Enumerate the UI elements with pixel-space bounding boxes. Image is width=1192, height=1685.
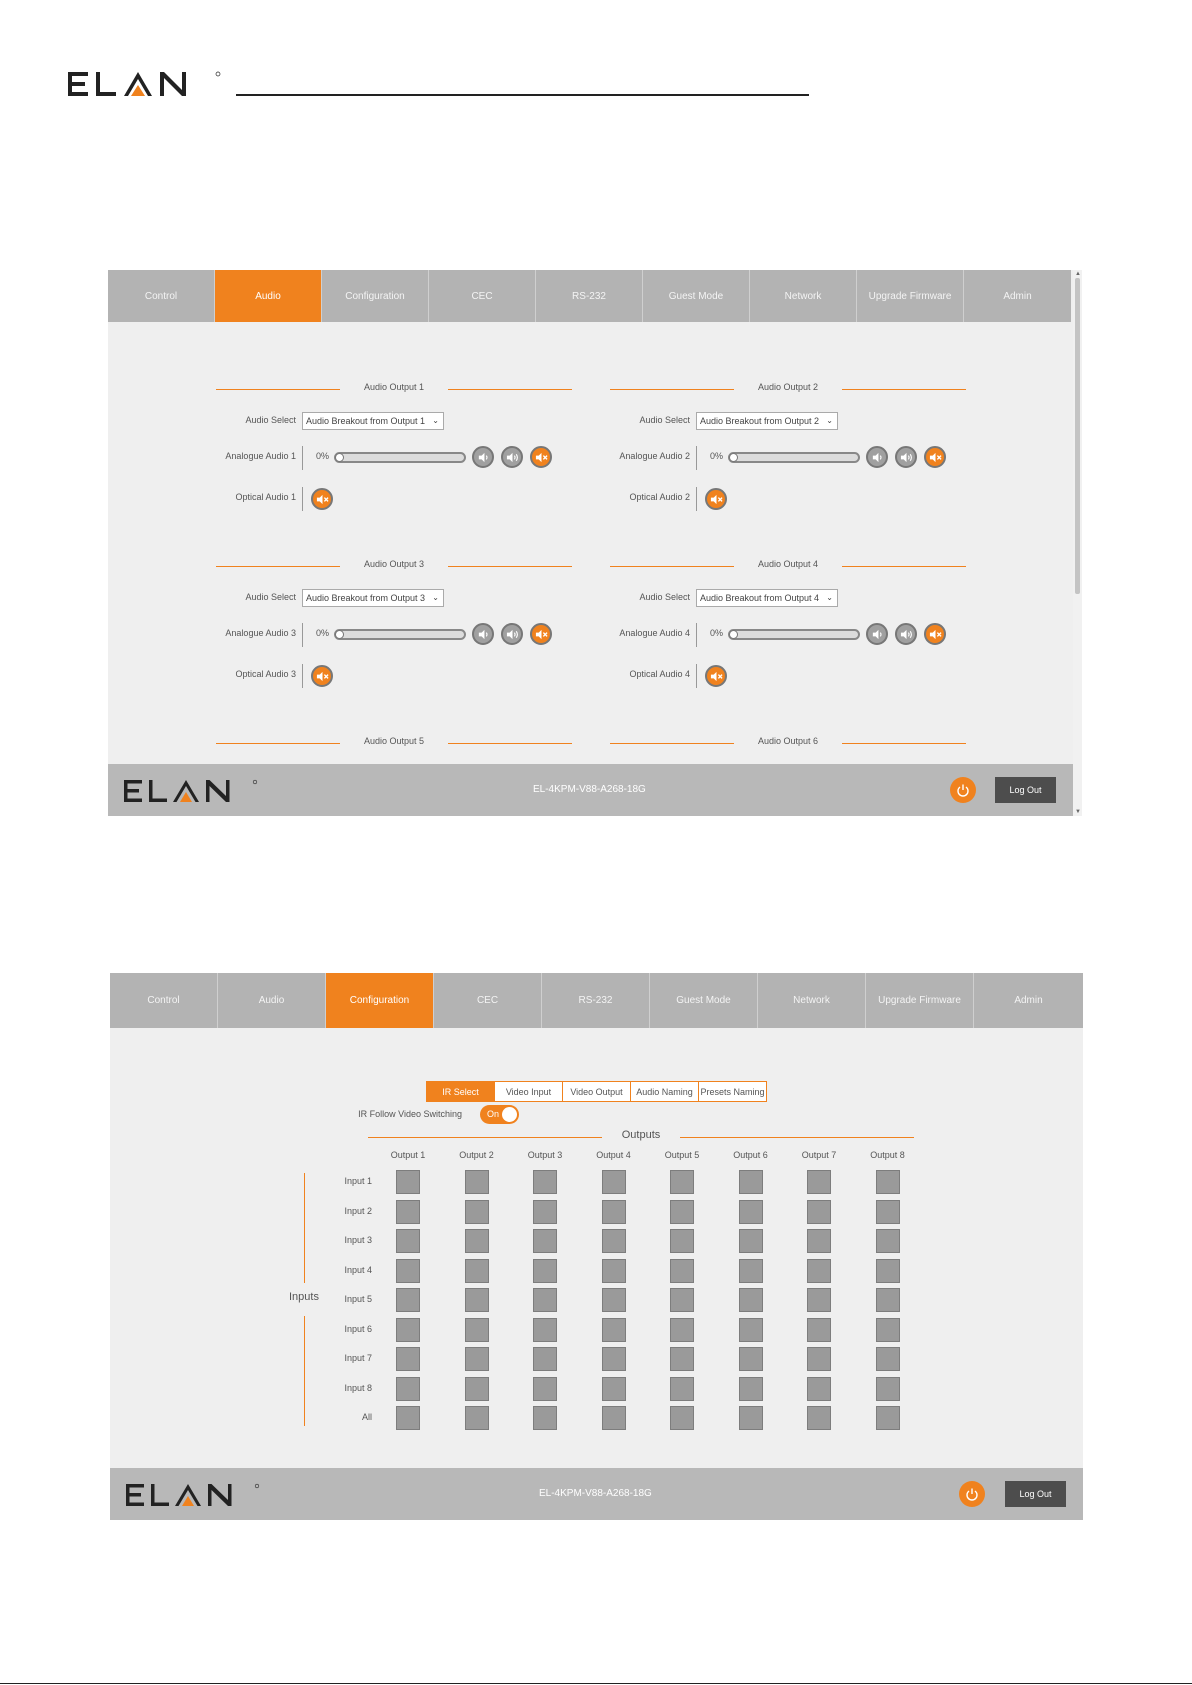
divider <box>302 446 303 470</box>
mute-button[interactable] <box>924 446 946 468</box>
audio-select-dropdown[interactable] <box>696 412 838 430</box>
volume-down-button[interactable] <box>866 446 888 468</box>
audio-select-label: Audio Select <box>639 415 690 425</box>
tab-admin[interactable]: Admin <box>974 973 1083 1028</box>
mute-icon <box>929 628 942 641</box>
select-value: Audio Breakout from Output 4 <box>700 593 820 603</box>
section-title: Audio Output 4 <box>757 559 819 569</box>
ir-matrix-cell[interactable] <box>465 1406 489 1430</box>
volume-slider[interactable] <box>728 452 860 463</box>
ir-matrix-cell[interactable] <box>465 1229 489 1253</box>
divider <box>302 623 303 647</box>
ir-matrix-cell[interactable] <box>739 1318 763 1342</box>
column-header: Output 3 <box>527 1150 563 1160</box>
ir-matrix-cell[interactable] <box>807 1288 831 1312</box>
audio-select-dropdown[interactable] <box>696 589 838 607</box>
power-button[interactable] <box>959 1481 985 1507</box>
divider <box>696 487 697 511</box>
ir-matrix-cell[interactable] <box>465 1347 489 1371</box>
mute-icon <box>316 493 329 506</box>
divider <box>302 664 303 688</box>
header-rule <box>236 94 809 96</box>
mute-icon <box>535 451 548 464</box>
chevron-down-icon: ⌄ <box>432 416 439 425</box>
subtab-video-output[interactable]: Video Output <box>562 1081 631 1102</box>
slider-handle[interactable] <box>335 630 344 639</box>
section-title: Audio Output 3 <box>363 559 425 569</box>
ir-matrix-cell[interactable] <box>465 1318 489 1342</box>
elan-logo <box>126 1482 262 1508</box>
analogue-audio-label: Analogue Audio 3 <box>225 628 296 638</box>
mute-button[interactable] <box>924 623 946 645</box>
ir-matrix-cell[interactable] <box>739 1377 763 1401</box>
tab-audio[interactable]: Audio <box>218 973 326 1028</box>
scroll-thumb[interactable] <box>1075 278 1080 594</box>
arrow-up-icon[interactable]: ▲ <box>1075 271 1081 277</box>
ir-matrix-cell[interactable] <box>807 1259 831 1283</box>
power-icon <box>965 1487 979 1501</box>
divider <box>696 664 697 688</box>
section-title: Audio Output 2 <box>757 382 819 392</box>
subtab-ir-select[interactable]: IR Select <box>426 1081 495 1102</box>
ir-matrix-cell[interactable] <box>876 1200 900 1224</box>
tab-rs232[interactable]: RS-232 <box>536 270 643 322</box>
ir-matrix-cell[interactable] <box>533 1170 557 1194</box>
volume-value: 0% <box>710 628 724 638</box>
select-value: Audio Breakout from Output 2 <box>700 416 820 426</box>
ir-matrix-cell[interactable] <box>670 1377 694 1401</box>
optical-mute-button[interactable] <box>705 488 727 510</box>
ir-matrix-cell[interactable] <box>602 1259 626 1283</box>
ir-matrix-cell[interactable] <box>876 1406 900 1430</box>
ir-follow-label: IR Follow Video Switching <box>358 1109 462 1119</box>
volume-up-button[interactable] <box>501 446 523 468</box>
elan-logo <box>68 70 224 100</box>
analogue-audio-label: Analogue Audio 1 <box>225 451 296 461</box>
row-header: All <box>361 1412 372 1422</box>
ir-matrix-cell[interactable] <box>533 1406 557 1430</box>
column-header: Output 6 <box>733 1150 768 1160</box>
slider-handle[interactable] <box>335 453 344 462</box>
volume-up-icon <box>506 628 519 641</box>
volume-value: 0% <box>710 451 724 461</box>
divider <box>302 487 303 511</box>
mute-icon <box>710 493 723 506</box>
volume-down-icon <box>871 628 884 641</box>
optical-mute-button[interactable] <box>311 488 333 510</box>
volume-up-icon <box>506 451 519 464</box>
tab-control[interactable]: Control <box>108 270 215 322</box>
ir-matrix-cell[interactable] <box>533 1259 557 1283</box>
ir-matrix-cell[interactable] <box>739 1259 763 1283</box>
section-header <box>216 736 572 750</box>
ir-matrix-cell[interactable] <box>396 1347 420 1371</box>
section-title: Audio Output 6 <box>757 736 819 746</box>
subtab-audio-naming[interactable]: Audio Naming <box>630 1081 699 1102</box>
ir-matrix-cell[interactable] <box>876 1288 900 1312</box>
config-subtabs <box>426 1081 766 1102</box>
audio-select-label: Audio Select <box>245 415 296 425</box>
tab-guest-mode[interactable]: Guest Mode <box>650 973 758 1028</box>
row-header: Input 4 <box>344 1264 372 1275</box>
volume-value: 0% <box>316 451 330 461</box>
ir-matrix-cell[interactable] <box>533 1377 557 1401</box>
ir-matrix-cell[interactable] <box>533 1200 557 1224</box>
main-tabs <box>108 270 1071 322</box>
volume-down-button[interactable] <box>472 623 494 645</box>
volume-slider[interactable] <box>334 452 466 463</box>
ir-matrix-cell[interactable] <box>670 1170 694 1194</box>
ir-matrix-cell[interactable] <box>465 1288 489 1312</box>
ir-matrix-cell[interactable] <box>807 1406 831 1430</box>
ir-matrix-cell[interactable] <box>396 1377 420 1401</box>
slider-handle[interactable] <box>729 453 738 462</box>
ir-matrix-cell[interactable] <box>670 1347 694 1371</box>
power-icon <box>956 783 970 797</box>
ir-matrix-cell[interactable] <box>602 1377 626 1401</box>
device-model: EL-4KPM-V88-A268-18G <box>533 784 646 795</box>
configuration-screen <box>110 973 1083 1520</box>
ir-matrix-cell[interactable] <box>739 1170 763 1194</box>
volume-slider[interactable] <box>728 629 860 640</box>
ir-matrix-cell[interactable] <box>602 1200 626 1224</box>
column-header: Output 1 <box>390 1150 426 1160</box>
tab-network[interactable]: Network <box>750 270 857 322</box>
elan-logo <box>124 778 260 804</box>
section-header <box>610 559 966 573</box>
toggle-knob <box>502 1107 517 1122</box>
inputs-title: Inputs <box>289 1291 319 1303</box>
column-header: Output 4 <box>596 1150 631 1160</box>
section-header <box>216 382 572 396</box>
volume-down-icon <box>477 628 490 641</box>
tab-rs232[interactable]: RS-232 <box>542 973 650 1028</box>
logout-button[interactable]: Log Out <box>995 777 1056 803</box>
ir-follow-toggle[interactable] <box>480 1105 519 1124</box>
column-header: Output 2 <box>459 1150 494 1160</box>
tab-admin[interactable]: Admin <box>964 270 1071 322</box>
optical-audio-label: Optical Audio 3 <box>235 669 296 679</box>
footer-bar <box>108 764 1073 816</box>
optical-mute-button[interactable] <box>705 665 727 687</box>
ir-matrix-cell[interactable] <box>807 1377 831 1401</box>
ir-matrix-cell[interactable] <box>602 1229 626 1253</box>
section-title: Audio Output 1 <box>363 382 425 392</box>
mute-icon <box>535 628 548 641</box>
audio-select-dropdown[interactable] <box>302 589 444 607</box>
select-value: Audio Breakout from Output 1 <box>306 416 426 426</box>
ir-matrix-cell[interactable] <box>739 1347 763 1371</box>
row-header: Input 6 <box>344 1323 372 1334</box>
select-value: Audio Breakout from Output 3 <box>306 593 426 603</box>
audio-select-dropdown[interactable] <box>302 412 444 430</box>
tab-configuration[interactable]: Configuration <box>326 973 434 1028</box>
mute-icon <box>316 670 329 683</box>
ir-matrix-cell[interactable] <box>876 1259 900 1283</box>
ir-matrix-cell[interactable] <box>533 1288 557 1312</box>
ir-matrix-cell[interactable] <box>876 1347 900 1371</box>
volume-up-button[interactable] <box>895 446 917 468</box>
mute-button[interactable] <box>530 446 552 468</box>
ir-matrix-cell[interactable] <box>807 1170 831 1194</box>
row-header: Input 7 <box>344 1353 372 1363</box>
tab-control[interactable]: Control <box>110 973 218 1028</box>
audio-select-label: Audio Select <box>245 592 296 602</box>
volume-value: 0% <box>316 628 330 638</box>
inputs-bracket-line <box>304 1316 305 1426</box>
ir-matrix-cell[interactable] <box>602 1347 626 1371</box>
volume-up-icon <box>900 451 913 464</box>
ir-matrix-cell[interactable] <box>876 1170 900 1194</box>
audio-screen <box>108 270 1082 816</box>
ir-matrix-cell[interactable] <box>739 1288 763 1312</box>
ir-matrix-cell[interactable] <box>739 1406 763 1430</box>
ir-matrix-cell[interactable] <box>876 1318 900 1342</box>
ir-matrix-cell[interactable] <box>602 1406 626 1430</box>
tab-network[interactable]: Network <box>758 973 866 1028</box>
volume-up-button[interactable] <box>895 623 917 645</box>
optical-mute-button[interactable] <box>311 665 333 687</box>
ir-matrix-cell[interactable] <box>807 1318 831 1342</box>
footer-bar <box>110 1468 1083 1520</box>
outputs-title: Outputs <box>621 1129 661 1141</box>
volume-down-icon <box>871 451 884 464</box>
section-title: Audio Output 5 <box>363 736 425 746</box>
column-header: Output 5 <box>664 1150 700 1160</box>
ir-matrix-cell[interactable] <box>739 1229 763 1253</box>
tab-audio[interactable]: Audio <box>215 270 322 322</box>
main-tabs <box>110 973 1083 1028</box>
inputs-bracket-line <box>304 1173 305 1283</box>
subtab-video-input[interactable]: Video Input <box>494 1081 563 1102</box>
ir-matrix-cell[interactable] <box>533 1229 557 1253</box>
ir-matrix-cell[interactable] <box>670 1288 694 1312</box>
section-header <box>610 382 966 396</box>
power-button[interactable] <box>950 777 976 803</box>
ir-matrix-cell[interactable] <box>396 1288 420 1312</box>
ir-matrix-cell[interactable] <box>670 1229 694 1253</box>
ir-matrix-cell[interactable] <box>807 1229 831 1253</box>
optical-audio-label: Optical Audio 4 <box>629 669 690 679</box>
ir-matrix-cell[interactable] <box>602 1318 626 1342</box>
ir-matrix-cell[interactable] <box>602 1170 626 1194</box>
audio-select-label: Audio Select <box>639 592 690 602</box>
logout-button[interactable]: Log Out <box>1005 1481 1066 1507</box>
optical-audio-label: Optical Audio 1 <box>235 492 296 502</box>
chevron-down-icon: ⌄ <box>826 416 833 425</box>
row-header: Input 2 <box>344 1205 372 1216</box>
ir-matrix-cell[interactable] <box>396 1200 420 1224</box>
section-header <box>216 559 572 573</box>
row-header: Input 3 <box>344 1235 372 1245</box>
volume-down-button[interactable] <box>866 623 888 645</box>
ir-matrix-cell[interactable] <box>807 1200 831 1224</box>
divider <box>696 623 697 647</box>
optical-audio-label: Optical Audio 2 <box>629 492 690 502</box>
column-header: Output 8 <box>870 1150 905 1160</box>
subtab-presets-naming[interactable]: Presets Naming <box>698 1081 767 1102</box>
tab-upgrade-firmware[interactable]: Upgrade Firmware <box>866 973 974 1028</box>
ir-matrix-cell[interactable] <box>739 1200 763 1224</box>
tab-upgrade-firmware[interactable]: Upgrade Firmware <box>857 270 964 322</box>
ir-matrix-cell[interactable] <box>876 1377 900 1401</box>
ir-matrix-cell[interactable] <box>670 1200 694 1224</box>
row-header: Input 8 <box>344 1382 372 1393</box>
volume-slider[interactable] <box>334 629 466 640</box>
ir-matrix-cell[interactable] <box>670 1406 694 1430</box>
slider-handle[interactable] <box>729 630 738 639</box>
mute-icon <box>929 451 942 464</box>
column-header: Output 7 <box>801 1150 837 1160</box>
volume-up-button[interactable] <box>501 623 523 645</box>
ir-matrix-cell[interactable] <box>533 1318 557 1342</box>
tab-cec[interactable]: CEC <box>434 973 542 1028</box>
chevron-down-icon: ⌄ <box>432 593 439 602</box>
row-header: Input 1 <box>344 1176 372 1186</box>
ir-matrix-cell[interactable] <box>396 1318 420 1342</box>
ir-matrix-cell[interactable] <box>465 1377 489 1401</box>
analogue-audio-label: Analogue Audio 2 <box>619 451 690 461</box>
ir-matrix-cell[interactable] <box>396 1170 420 1194</box>
ir-matrix-cell[interactable] <box>396 1259 420 1283</box>
outputs-header <box>368 1129 914 1145</box>
bottom-rule <box>0 1683 1192 1684</box>
ir-matrix-cell[interactable] <box>876 1229 900 1253</box>
ir-matrix-cell[interactable] <box>465 1259 489 1283</box>
chevron-down-icon: ⌄ <box>826 593 833 602</box>
ir-matrix-cell[interactable] <box>396 1229 420 1253</box>
ir-matrix-cell[interactable] <box>807 1347 831 1371</box>
ir-matrix-cell[interactable] <box>670 1259 694 1283</box>
tab-configuration[interactable]: Configuration <box>322 270 429 322</box>
volume-up-icon <box>900 628 913 641</box>
divider <box>696 446 697 470</box>
ir-matrix-cell[interactable] <box>465 1200 489 1224</box>
mute-button[interactable] <box>530 623 552 645</box>
analogue-audio-label: Analogue Audio 4 <box>619 628 690 638</box>
volume-down-icon <box>477 451 490 464</box>
ir-matrix-cell[interactable] <box>533 1347 557 1371</box>
tab-cec[interactable]: CEC <box>429 270 536 322</box>
toggle-state: On <box>487 1109 500 1119</box>
ir-matrix-cell[interactable] <box>396 1406 420 1430</box>
ir-matrix-cell[interactable] <box>602 1288 626 1312</box>
row-header: Input 5 <box>344 1294 372 1304</box>
volume-down-button[interactable] <box>472 446 494 468</box>
ir-matrix-cell[interactable] <box>465 1170 489 1194</box>
tab-guest-mode[interactable]: Guest Mode <box>643 270 750 322</box>
arrow-down-icon[interactable]: ▼ <box>1075 809 1081 815</box>
ir-matrix-cell[interactable] <box>670 1318 694 1342</box>
section-header <box>610 736 966 750</box>
mute-icon <box>710 670 723 683</box>
scrollbar[interactable] <box>1073 270 1082 816</box>
device-model: EL-4KPM-V88-A268-18G <box>539 1488 652 1499</box>
